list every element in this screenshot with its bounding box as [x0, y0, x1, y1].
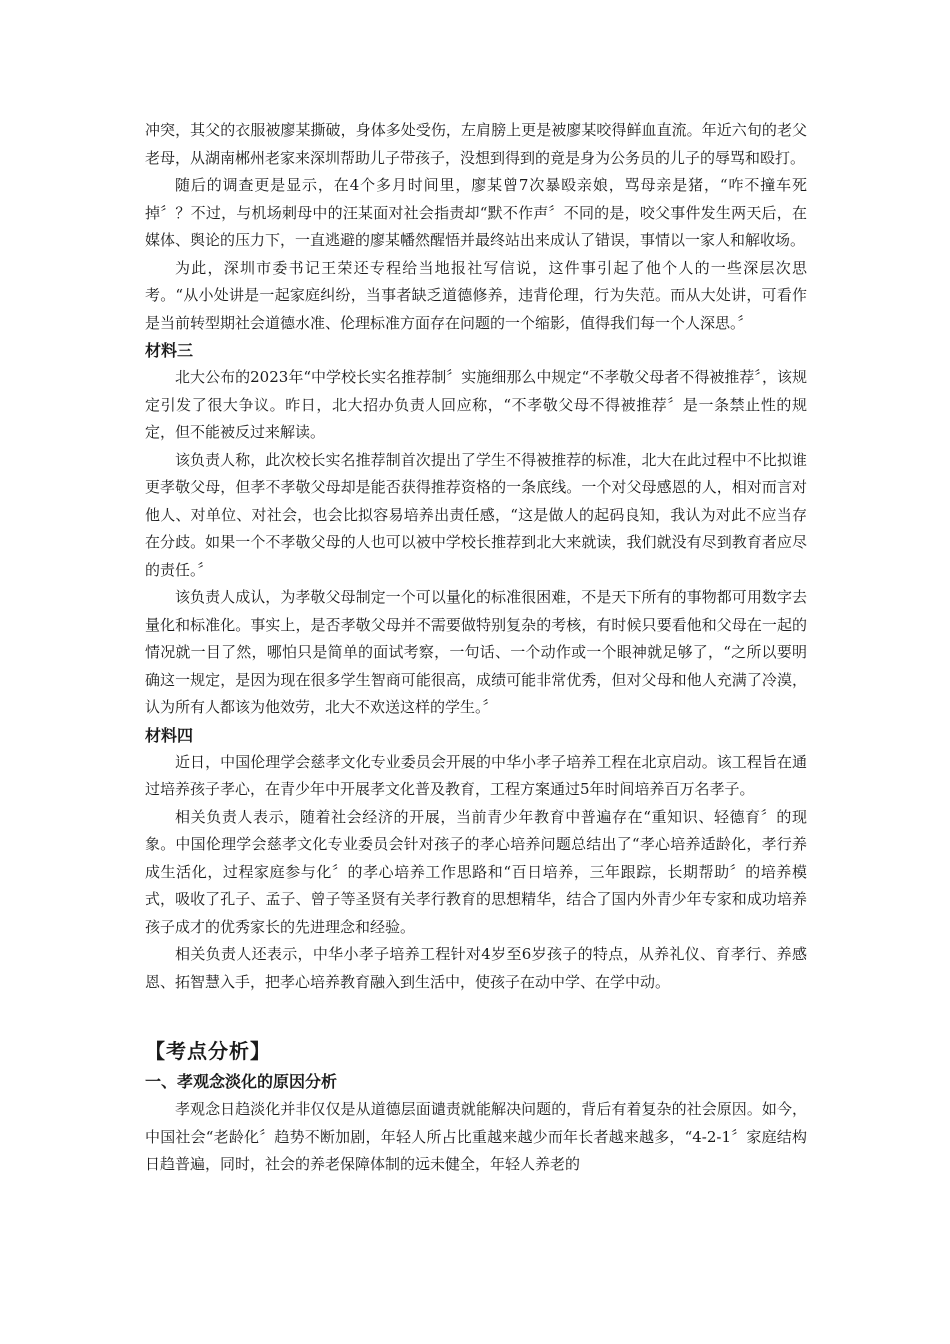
paragraph: 相关负责人表示，随着社会经济的开展，当前青少年教育中普遍存在“重知识、轻德育〞的现象。中国伦理学会慈孝文化专业委员会针对孩子的孝心培养问题总结出了“孝心培养适龄化，孝行养成生活化，过程家庭参与化〞的孝心培养工作思路和“百日培养，三年跟踪，长期帮助〞的培养模式，吸收了孔子、孟子、曾子等圣贤有关孝行教育的思想精华，结合了国内外青少年专家和成功培养孩子成才的优秀家长的先进理念和经验。 [145, 807, 807, 936]
paragraph: 该负责人成认，为孝敬父母制定一个可以量化的标准很困难，不是天下所有的事物都可用数字去量化和标准化。事实上，是否孝敬父母并不需要做特别复杂的考核，有时候只要看他和父母在一起的情况就一目了然，哪怕只是简单的面试考察，一句话、一个动作或一个眼神就足够了，“之所以要明确这一规定，是因为现在很多学生智商可能很高，成绩可能非常优秀，但对父母和他人充满了冷漠，认为所有人都该为他效劳，北大不欢送这样的学生。〞 [145, 588, 807, 716]
paragraph: 北大公布的2023年“中学校长实名推荐制〞实施细那么中规定“不孝敬父母者不得被推荐〞，该规定引发了很大争议。昨日，北大招办负责人回应称，“不孝敬父母不得被推荐〞是一条禁止性的规定，但不能被反过来解读。 [145, 368, 807, 441]
paragraph: 近日，中国伦理学会慈孝文化专业委员会开展的中华小孝子培养工程在北京启动。该工程旨在通过培养孩子孝心，在青少年中开展孝文化普及教育，工程方案通过5年时间培养百万名孝子。 [145, 752, 807, 798]
paragraph: 相关负责人还表示，中华小孝子培养工程针对4岁至6岁孩子的特点，从养礼仪、育孝行、养感恩、拓智慧入手，把孝心培养教育融入到生活中，使孩子在动中学、在学中动。 [145, 945, 807, 991]
material-three-heading: 材料三 [145, 341, 194, 360]
paragraph: 为此，深圳市委书记王荣还专程给当地报社写信说，这件事引起了他个人的一些深层次思考。“从小处讲是一起家庭纠纷，当事者缺乏道德修养，违背伦理，行为失范。而从大处讲，可看作是当前转型期社会道德水准、伦理标准方面存在问题的一个缩影，值得我们每一个人深思。〞 [145, 258, 807, 332]
paragraph: 该负责人称，此次校长实名推荐制首次提出了学生不得被推荐的标准，北大在此过程中不比拟谁更孝敬父母，但孝不孝敬父母却是能否获得推荐资格的一条底线。一个对父母感恩的人，相对而言对他人、对单位、对社会，也会比拟容易培养出责任感，“这是做人的起码良知，我认为对此不应当存在分歧。如果一个不孝敬父母的人也可以被中学校长推荐到北大来就读，我们就没有尽到教育者应尽的责任。〞 [145, 450, 807, 579]
analysis-heading: 【考点分析】 [145, 1039, 271, 1063]
material-four-heading: 材料四 [145, 725, 194, 745]
paragraph: 随后的调查更是显示，在4个多月时间里，廖某曾7次暴殴亲娘，骂母亲是猪，“咋不撞车死掉〞？不过，与机场刺母中的汪某面对社会指责却“默不作声〞不同的是，咬父事件发生两天后，在媒体、舆论的压力下，一直逃避的廖某幡然醒悟并最终站出来成认了错误，事情以一家人和解收场。 [145, 176, 807, 249]
paragraph: 孝观念日趋淡化并非仅仅是从道德层面谴责就能解决问题的，背后有着复杂的社会原因。如今，中国社会“老龄化〞趋势不断加剧，年轻人所占比重越来越少而年长者越来越多，“4-2-1〞家庭结构日趋普遍，同时，社会的养老保障体制的远未健全，年轻人养老的 [145, 1100, 807, 1173]
topic-heading: 一、孝观念淡化的原因分析 [145, 1072, 338, 1091]
document-page [145, 117, 807, 1179]
paragraph: 冲突，其父的衣服被廖某撕破，身体多处受伤，左肩膀上更是被廖某咬得鲜血直流。年近六旬的老父老母，从湖南郴州老家来深圳帮助儿子带孩子，没想到得到的竟是身为公务员的儿子的辱骂和殴打。 [145, 121, 807, 167]
